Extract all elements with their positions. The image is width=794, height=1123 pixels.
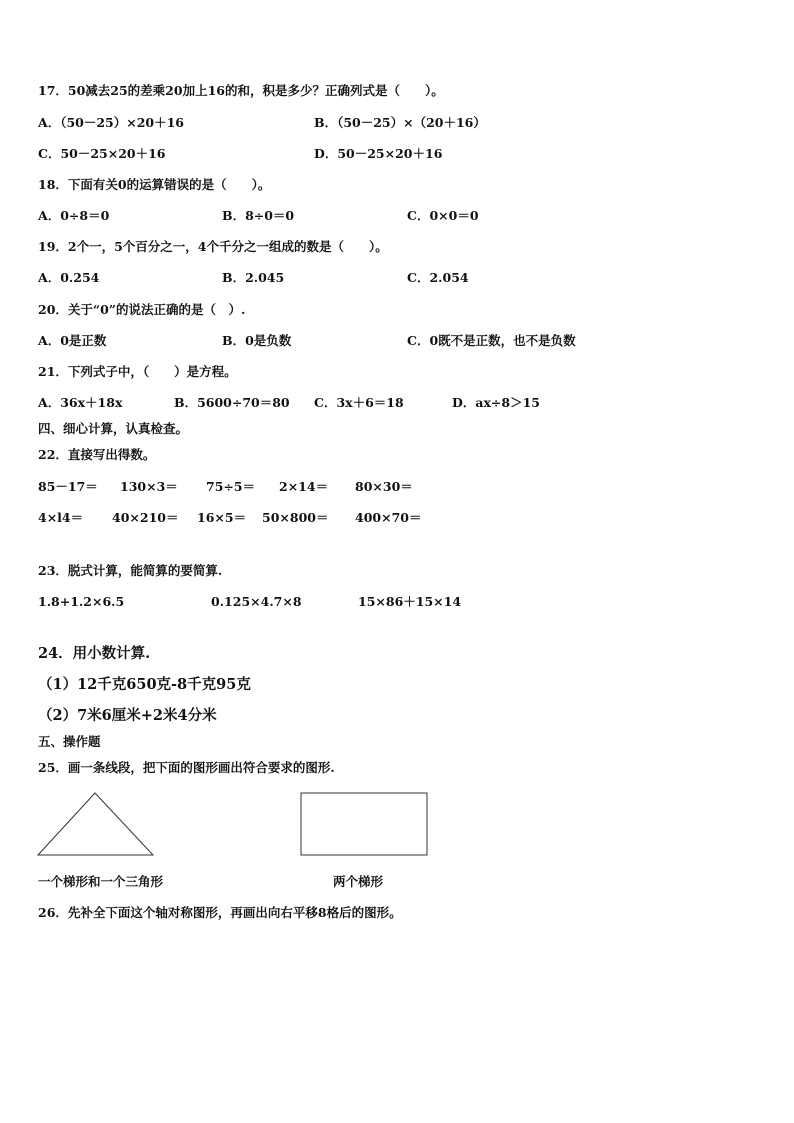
- q26-stem: 26．先补全下面这个轴对称图形，再画出向右平移8格后的图形。: [38, 905, 402, 920]
- q22-r1-item: 85－17＝: [38, 479, 98, 494]
- q20-option-a: A．0是正数: [38, 333, 107, 348]
- q20-stem: 20．关于“0”的说法正确的是（ ）.: [38, 302, 246, 317]
- rectangle-figure: [300, 792, 430, 858]
- q21-stem: 21．下列式子中，（ ）是方程。: [38, 364, 237, 379]
- q18-option-c: C．0×0＝0: [407, 208, 479, 223]
- q23-item: 15×86＋15×14: [358, 594, 462, 609]
- q25-label-rectangle: 两个梯形: [333, 874, 384, 889]
- q19-option-b: B．2.045: [222, 270, 285, 285]
- q18-stem: 18．下面有关0的运算错误的是（ ）。: [38, 177, 271, 192]
- q22-stem: 22．直接写出得数。: [38, 447, 156, 462]
- q17-stem: 17．50减去25的差乘20加上16的和，积是多少？正确列式是（ ）。: [38, 83, 444, 98]
- q20-option-c: C．0既不是正数，也不是负数: [407, 333, 576, 348]
- q17-option-b: B．（50－25）×（20＋16）: [314, 115, 486, 130]
- q22-r2-item: 16×5＝: [197, 510, 247, 525]
- q21-option-d: D．ax÷8＞15: [452, 395, 540, 410]
- q25-stem: 25．画一条线段，把下面的图形画出符合要求的图形.: [38, 760, 335, 775]
- q18-option-a: A．0÷8＝0: [38, 208, 110, 223]
- q23-item: 0.125×4.7×8: [211, 594, 302, 609]
- q23-stem: 23．脱式计算，能简算的要简算.: [38, 563, 223, 578]
- q22-r2-item: 400×70＝: [355, 510, 422, 525]
- q22-r2-item: 40×210＝: [112, 510, 179, 525]
- q17-option-c: C．50－25×20＋16: [38, 146, 166, 161]
- q20-option-b: B．0是负数: [222, 333, 292, 348]
- q18-option-b: B．8÷0＝0: [222, 208, 295, 223]
- q22-r2-item: 4×l4＝: [38, 510, 84, 525]
- section-5-heading: 五、操作题: [38, 734, 101, 749]
- section-4-heading: 四、细心计算，认真检查。: [38, 421, 189, 436]
- q24-part-1: （1）12千克650克-8千克95克: [38, 676, 251, 693]
- triangle-figure: [36, 790, 158, 858]
- q22-r1-item: 130×3＝: [120, 479, 178, 494]
- q19-option-a: A．0.254: [38, 270, 100, 285]
- q24-part-2: （2）7米6厘米+2米4分米: [38, 707, 217, 724]
- q21-option-a: A．36x＋18x: [38, 395, 123, 410]
- q22-r1-item: 80×30＝: [355, 479, 413, 494]
- q22-r1-item: 2×14＝: [279, 479, 329, 494]
- q17-option-d: D．50－25×20＋16: [314, 146, 443, 161]
- q24-stem: 24．用小数计算.: [38, 645, 151, 662]
- q19-stem: 19．2个一，5个百分之一，4个千分之一组成的数是（ ）。: [38, 239, 388, 254]
- q22-r1-item: 75÷5＝: [206, 479, 256, 494]
- q25-label-triangle: 一个梯形和一个三角形: [38, 874, 164, 889]
- q21-option-c: C．3x＋6＝18: [314, 395, 404, 410]
- q21-option-b: B．5600÷70＝80: [174, 395, 290, 410]
- q19-option-c: C．2.054: [407, 270, 469, 285]
- q23-item: 1.8+1.2×6.5: [38, 594, 125, 609]
- q17-option-a: A．（50－25）×20＋16: [38, 115, 185, 130]
- q22-r2-item: 50×800＝: [262, 510, 329, 525]
